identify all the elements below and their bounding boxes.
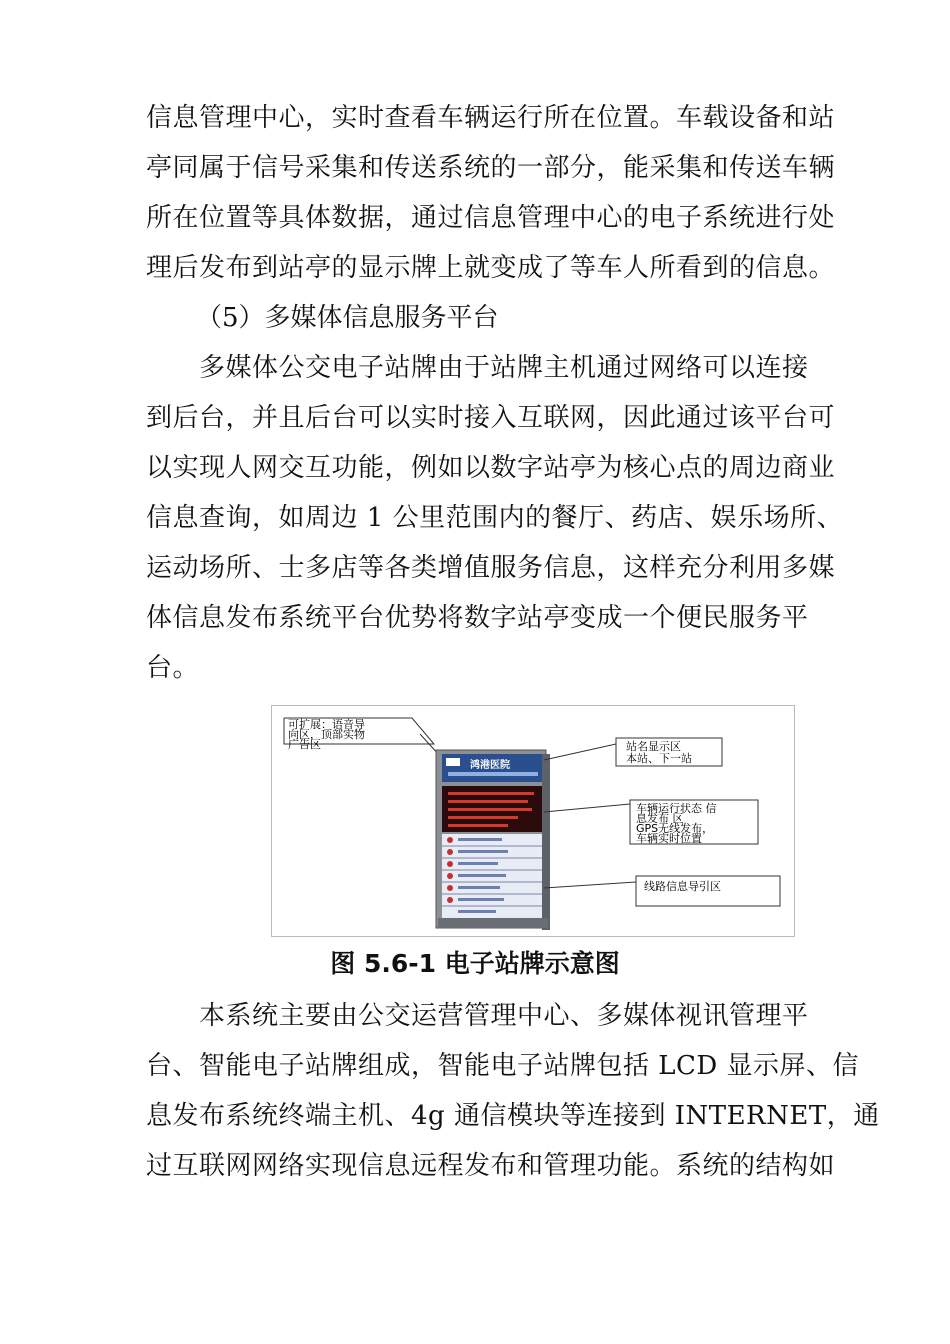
annotation-line: 广告区: [288, 738, 321, 751]
stop-sign-body: [436, 750, 550, 930]
text-line: 台。: [146, 653, 200, 683]
text-line: 本系统主要由公交运营管理中心、多媒体视讯管理平: [146, 1001, 809, 1031]
text-line: 台、智能电子站牌组成，智能电子站牌包括 LCD 显示屏、信: [146, 1051, 860, 1081]
sign-header-text: 鸿港医院: [470, 760, 510, 771]
annotation-line: 息发布 区: [636, 812, 684, 825]
paragraph-bus-info-management: [146, 93, 836, 293]
route-info-annotation: [544, 876, 780, 906]
text-line: 信息管理中心，实时查看车辆运行所在位置。车载设备和站: [146, 103, 836, 133]
expandable-area-annotation: [284, 717, 440, 756]
text-line: 体信息发布系统平台优势将数字站亭变成一个便民服务平: [146, 603, 809, 633]
annotation-line: 站名显示区: [626, 740, 681, 753]
text-line: 过互联网网络实现信息远程发布和管理功能。系统的结构如: [146, 1151, 836, 1181]
annotation-line: 线路信息导引区: [644, 880, 721, 893]
text-line: 所在位置等具体数据，通过信息管理中心的电子系统进行处: [146, 203, 836, 233]
stop-sign-illustration: [272, 706, 794, 936]
annotation-line: 车辆实时位置: [636, 832, 702, 845]
text-line: 息发布系统终端主机、4g 通信模块等连接到 INTERNET，通: [146, 1101, 880, 1131]
annotation-line: 向区，顶部实物: [288, 728, 365, 741]
text-line: 运动场所、士多店等各类增值服务信息，这样充分利用多媒: [146, 553, 836, 583]
electronic-stop-sign-figure: [271, 705, 795, 937]
text-line: 信息查询，如周边 1 公里范围内的餐厅、药店、娱乐场所、: [146, 503, 844, 533]
text-line: 以实现人网交互功能，例如以数字站亭为核心点的周边商业: [146, 453, 836, 483]
text-line: 理后发布到站亭的显示牌上就变成了等车人所看到的信息。: [146, 253, 836, 283]
annotation-line: 本站、下一站: [626, 752, 692, 765]
annotation-line: GPS无线发布，: [636, 822, 714, 835]
figure-caption: 图 5.6-1 电子站牌示意图: [330, 949, 620, 978]
vehicle-status-annotation: [544, 800, 758, 845]
annotation-line: 可扩展：语音导: [288, 718, 365, 731]
section-heading: （5）多媒体信息服务平台: [196, 303, 499, 333]
annotation-line: 车辆运行状态 信: [636, 802, 717, 815]
text-line: 多媒体公交电子站牌由于站牌主机通过网络可以连接: [146, 353, 809, 383]
paragraph-multimedia-platform: [146, 343, 844, 693]
text-line: 亭同属于信号采集和传送系统的一部分，能采集和传送车辆: [146, 153, 836, 183]
text-line: 到后台，并且后台可以实时接入互联网，因此通过该平台可: [146, 403, 836, 433]
paragraph-system-composition: [146, 991, 880, 1191]
station-name-annotation: [544, 738, 722, 766]
